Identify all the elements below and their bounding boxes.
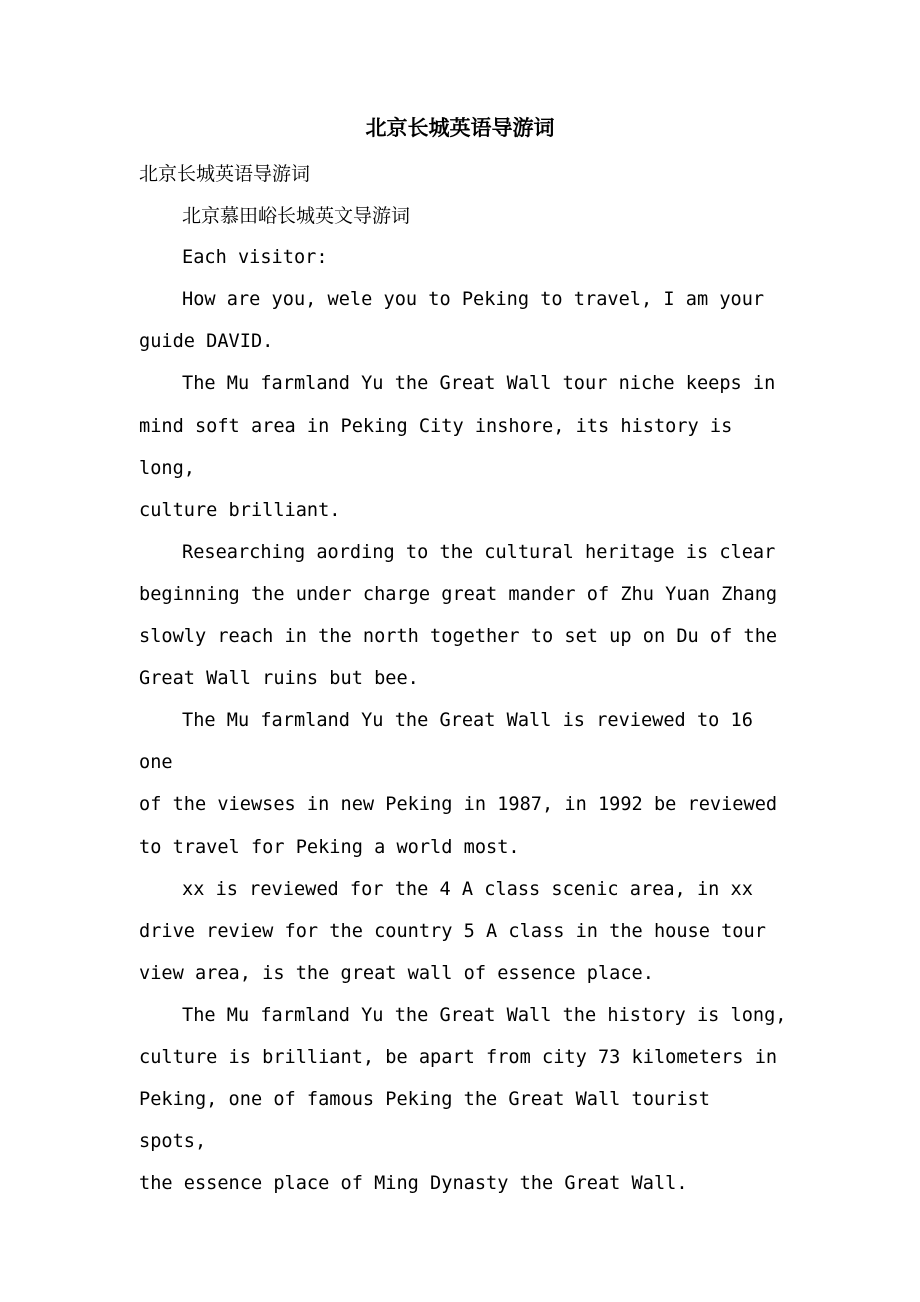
document-title: 北京长城英语导游词 [365,115,555,140]
body-paragraph: xx is reviewed for the 4 A class scenic area, in xx drive review for the country 5 A class in the house tour view area, is the great wall of essence place. [139,878,766,984]
body-paragraph: Researching aording to the cultural heritage is clear beginning the under charge great mander of Zhu Yuan Zhang slowly reach in the north together to set up on Du of the Great Wall ruins but bee. [139,541,778,690]
section-heading: 北京慕田峪长城英文导游词 [182,205,411,228]
body-paragraph: The Mu farmland Yu the Great Wall the history is long, culture is brilliant, be apart from city 73 kilometers in Peking, one of famous Peking the Great Wall tourist spots, the essence place of Ming Dynasty the Great Wall. [139,1004,787,1195]
body-paragraph: The Mu farmland Yu the Great Wall tour niche keeps in mind soft area in Peking City inshore, its history is long, culture brilliant. [139,373,776,521]
body-paragraph: The Mu farmland Yu the Great Wall is reviewed to 16 one of the viewses in new Peking in 1987, in 1992 be reviewed to travel for Peking a world most. [139,710,778,858]
document-body [139,153,787,1205]
greeting-paragraph: Each visitor: [182,247,328,269]
subtitle-heading: 北京长城英语导游词 [139,163,311,185]
body-paragraph: How are you, wele you to Peking to travel, I am your guide DAVID. [139,289,765,353]
